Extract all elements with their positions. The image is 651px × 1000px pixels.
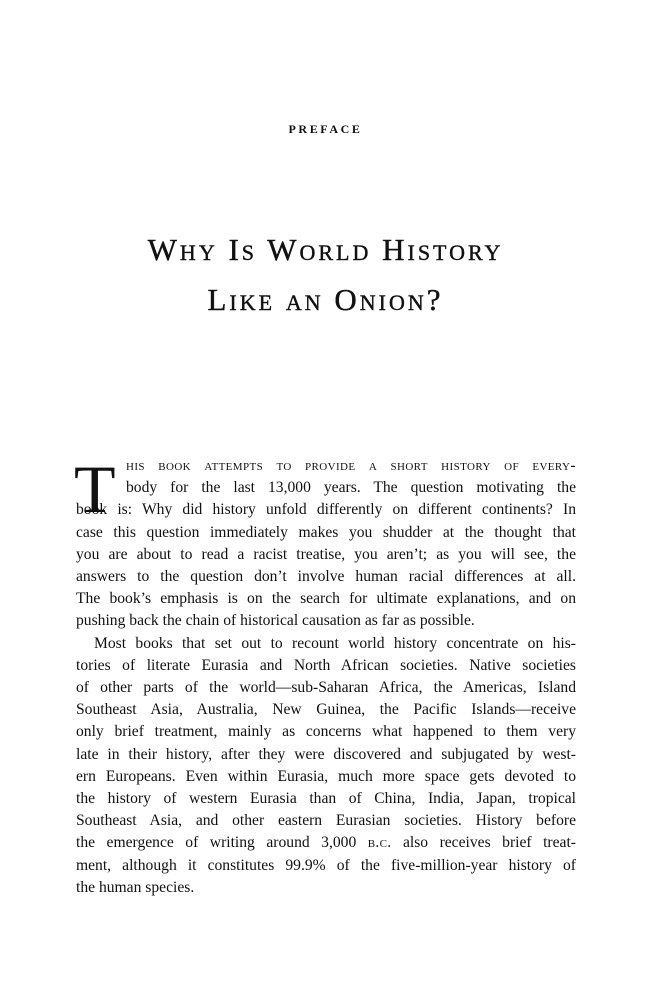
text-line: late in their history, after they were discovered and subjugated by west-	[76, 745, 576, 763]
text-line: the history of western Eurasia than of China, India, Japan, tropical	[76, 790, 576, 808]
text-line: of other parts of the world—sub-Saharan Africa, the Americas, Island	[76, 679, 576, 697]
text-fragment: also receives brief treat-	[391, 834, 576, 852]
text-line: answers to the question don’t involve human racial differences at all.	[76, 568, 576, 586]
body-text	[74, 451, 576, 899]
text-line: book is: Why did history unfold differently on different continents? In	[76, 501, 576, 519]
text-line: only brief treatment, mainly as concerns what happened to them very	[76, 723, 576, 741]
drop-cap: T	[74, 451, 116, 527]
text-line	[76, 832, 576, 854]
text-line: Most books that set out to recount world history concentrate on his-	[94, 634, 576, 652]
text-line: The book’s emphasis is on the search for ultimate explanations, and on	[76, 590, 576, 608]
chapter-title-line-1: Why Is World History	[147, 232, 504, 267]
text-line: case this question immediately makes you shudder at the thought that	[76, 523, 576, 541]
text-line: the human species.	[76, 878, 195, 896]
text-line: you are about to read a racist treatise, you aren’t; as you will see, the	[76, 545, 576, 563]
chapter-title	[0, 225, 651, 325]
text-line: tories of literate Eurasia and North African societies. Native societies	[76, 656, 576, 674]
era-abbreviation: b.c.	[367, 834, 392, 852]
text-line: ment, although it constitutes 99.9% of the five-million-year history of	[76, 856, 576, 874]
paragraph-1	[74, 451, 576, 633]
text-line: his book attempts to provide a short history of every-	[126, 457, 576, 474]
chapter-title-line-2: Like an Onion?	[207, 282, 444, 317]
paragraph-2	[76, 633, 576, 899]
text-line: body for the last 13,000 years. The question motivating the	[126, 479, 576, 497]
text-line: Southeast Asia, and other eastern Eurasian societies. History before	[76, 812, 576, 830]
text-fragment: the emergence of writing around 3,000	[76, 834, 368, 852]
section-label: PREFACE	[288, 122, 363, 136]
text-line: ern Europeans. Even within Eurasia, much more space gets devoted to	[76, 767, 576, 785]
text-line: Southeast Asia, Australia, New Guinea, the Pacific Islands—receive	[76, 701, 576, 719]
text-line: pushing back the chain of historical causation as far as possible.	[76, 612, 475, 630]
